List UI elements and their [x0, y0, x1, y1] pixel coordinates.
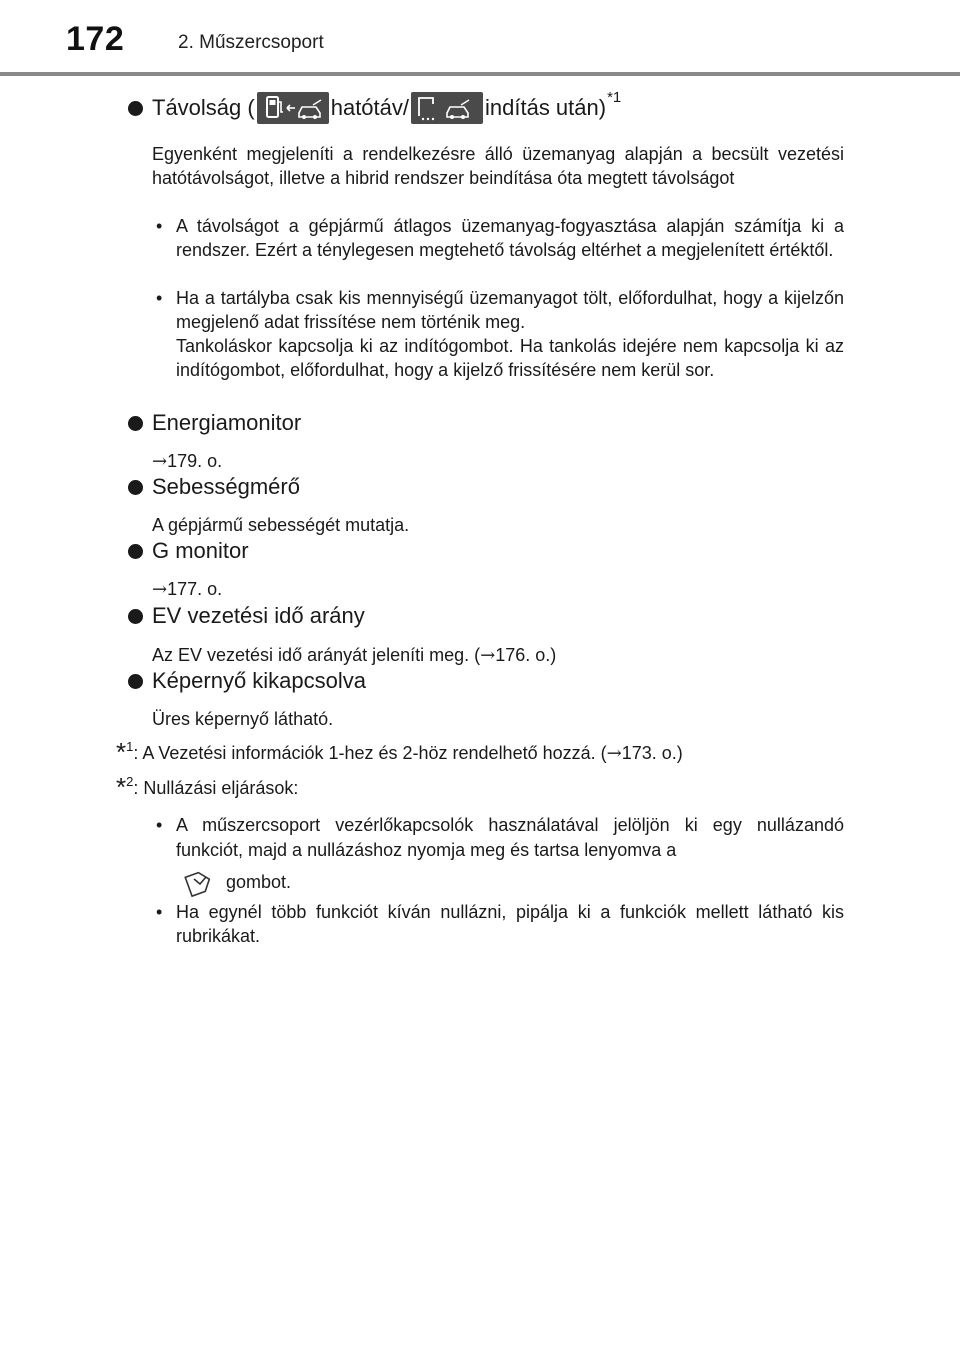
bullet-dot-icon — [128, 416, 143, 431]
list-item — [152, 286, 844, 382]
heading-distance — [128, 88, 622, 124]
footnote-ref: *1 — [607, 88, 622, 106]
footnote-1 — [116, 738, 683, 767]
fuel-range-icon — [257, 92, 329, 124]
heading-energy-monitor — [128, 410, 301, 436]
bullet-glyph: • — [156, 216, 163, 236]
button-line — [176, 869, 291, 897]
heading-text: Távolság ( — [152, 95, 255, 120]
heading-text: Energiamonitor — [152, 410, 302, 435]
bullet-dot-icon — [128, 609, 143, 624]
footnote-text: 173. o.) — [621, 743, 683, 763]
speedometer-description: A gépjármű sebességét mutatja. — [152, 515, 410, 535]
list-item-text: Ha egynél több funkciót kíván nullázni, pipálja ki a funkciók mellett látható kis rubrikákat. — [176, 902, 844, 946]
heading-text: EV vezetési idő arány — [152, 603, 365, 628]
list-item — [152, 900, 844, 948]
heading-screen-off — [128, 668, 366, 694]
arrow-icon: → — [152, 579, 168, 600]
section-title: 2. Műszercsoport — [178, 32, 324, 53]
description-text: Az EV vezetési idő arányát jeleníti meg. ( — [152, 645, 481, 665]
bullet-glyph: • — [156, 288, 163, 308]
bullet-dot-icon — [128, 101, 143, 116]
ev-ratio-description — [152, 643, 844, 668]
heading-text: Sebességmérő — [152, 474, 300, 499]
heading-text: hatótáv/ — [330, 95, 409, 120]
distance-description: Egyenként megjeleníti a rendelkezésre álló üzemanyag alapján a becsült vezetési hatótávolságot, illetve a hibrid rendszer beindítása óta megtett távolságot — [152, 144, 844, 188]
arrow-icon: → — [606, 743, 622, 764]
list-item-text: A távolságot a gépjármű átlagos üzemanyag-fogyasztása alapján számítja ki a rendszer. Ezért a ténylegesen megtehető távolság eltérhet a megjelenített értéktől. — [176, 216, 844, 260]
list-item-text: gombot. — [226, 871, 292, 892]
heading-g-monitor — [128, 538, 249, 564]
page-reference — [152, 577, 844, 602]
heading-text: indítás után) — [485, 95, 607, 120]
heading-ev-ratio — [128, 603, 365, 629]
footnote-text: : Nullázási eljárások: — [133, 778, 299, 798]
heading-text: G monitor — [152, 538, 249, 563]
steering-switch-icon — [180, 869, 218, 897]
heading-speedometer — [128, 474, 300, 500]
page-number: 172 — [66, 20, 125, 58]
header-rule — [0, 72, 960, 76]
distance-after-start-icon — [411, 92, 483, 124]
list-item — [152, 813, 844, 897]
bullet-glyph: • — [156, 815, 163, 835]
heading-text: Képernyő kikapcsolva — [152, 668, 367, 693]
bullet-dot-icon — [128, 480, 143, 495]
reference-text: 179. o. — [167, 451, 223, 471]
footnote-2 — [116, 773, 298, 802]
arrow-icon: → — [152, 451, 168, 472]
footnote-star: * — [116, 737, 127, 767]
page-header — [0, 0, 960, 80]
description-text: 176. o.) — [495, 645, 557, 665]
list-item — [152, 214, 844, 262]
list-item-text: A műszercsoport vezérlőkapcsolók használatával jelöljön ki egy nullázandó funkciót, majd a nullázáshoz nyomja meg és tartsa lenyomva a — [176, 815, 844, 860]
footnote-number: 2 — [126, 774, 134, 789]
footnote-number: 1 — [126, 739, 134, 754]
list-item-text — [176, 813, 844, 897]
footnote-star: * — [116, 772, 127, 802]
page-reference — [152, 449, 844, 474]
bullet-dot-icon — [128, 674, 143, 689]
arrow-icon: → — [480, 645, 496, 666]
reference-text: 177. o. — [167, 579, 223, 599]
bullet-dot-icon — [128, 544, 143, 559]
bullet-glyph: • — [156, 902, 163, 922]
list-item-text: Ha a tartályba csak kis mennyiségű üzemanyagot tölt, előfordulhat, hogy a kijelzőn megjelenő adat frissítése nem történik meg. — [176, 288, 844, 332]
footnote-text: : A Vezetési információk 1-hez és 2-höz rendelhető hozzá. ( — [133, 743, 607, 763]
screen-off-description: Üres képernyő látható. — [152, 709, 334, 729]
list-item-text: Tankoláskor kapcsolja ki az indítógombot. Ha tankolás idejére nem kapcsolja ki az indítógombot, előfordulhat, hogy a kijelző frissítésére nem kerül sor. — [176, 336, 844, 380]
